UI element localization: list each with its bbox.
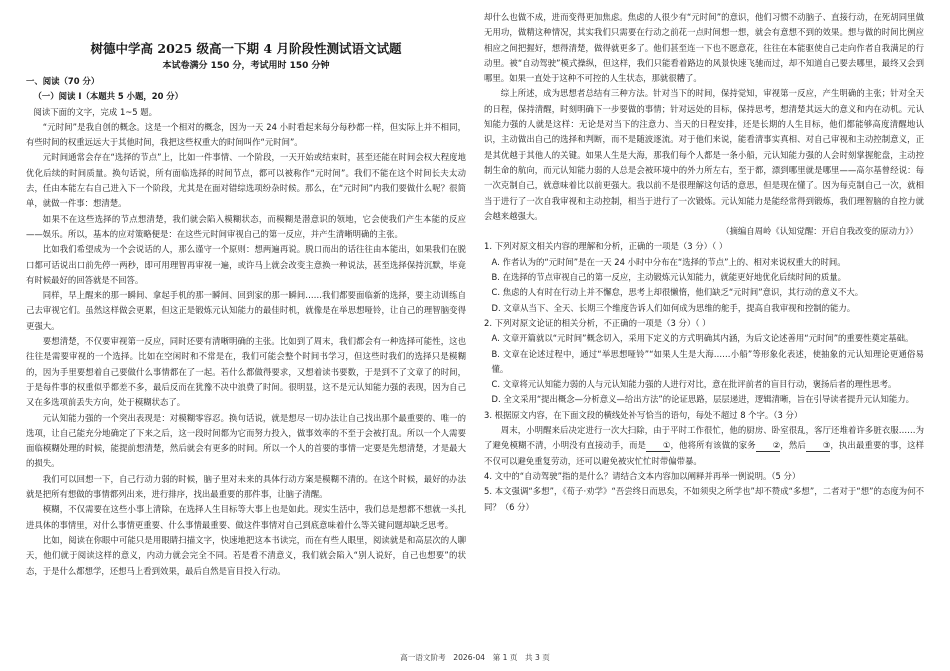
right-column [484,10,924,515]
question-1-option-a: A. 作者认为的“元时间”是在一天 24 小时中分布在“选择的节点”上的、相对来说权重大的时间。 [491,256,846,267]
article-paragraph: 模糊，不仅需要在这些小事上清除，在选择人生目标等大事上也是如此。现实生活中，我们总是想都不想就一头扎进具体的事情里，对什么事情更重要、什么事情最重要、做这件事情对自己到底意味着什么等关键问题却缺乏思考。 [26,504,466,530]
passage-text: ，他将所有该做的家务 [670,440,756,451]
exam-subtitle: 本试卷满分 150 分，考试用时 150 分钟 [162,61,330,71]
exam-title: 树德中学高 2025 级高一下期 4 月阶段性测试语文试题 [90,41,402,56]
reading-instruction: 阅读下面的文字，完成 1~5 题。 [33,106,158,117]
article-paragraph: 综上所述，成为思想者总结有三种方法。针对当下的时间，保持觉知，审视第一反应，产生明确的主张；针对全天的日程，保持清醒，时刻明确下一步要做的事情；针对远处的目标，保持思考，想清楚其远大的意义和内在动机。元认知能力强的人就是这样：无论是对当下的注意力、当天的日程安排，还是长期的人生目标，他们都能够高度清醒地认识，主动做出自己的选择和判断，而不是随波逐流。对于他们来说，能看清事实真相、对自己审视和主动控制意义，正是其优越于其他人的关键。如果人生是大海，那我们每个人都是一条小船，元认知能力强的人会时刻掌握舵盘，主动控制生命的航向，而元认知能力弱的人总是会被环境中的外力所左右，至于都，漂到哪里就是哪里——高尔基曾经说：每一次克制自己，就意味着比以前更强大。我以前不是很理解这句话的意思，但是现在懂了。因为每克制自己一次，就相当于进行了一次自我审视和主动控制，相当于进行了一次锻炼。元认知能力是能经常得到锻炼，我们理智脑的自控力就会越来越强大。 [484,88,924,221]
question-2-option-a: A. 文章开篇就以“元时间”概念切入，采用下定义的方式明确其内涵，为后文论述善用“元时间”的重要性奠定基础。 [491,333,914,344]
article-paragraph: 元认知能力强的一个突出表现是：对模糊零容忍。换句话说，就是想尽一切办法让自己找出那个最重要的、唯一的选项，让自己能充分地确定了下来之后，这一段时间都为它而努力投入，做事效率的不至于会被打乱。所以一个人需要面临模糊处理的时候，能提前想清楚，然后就会有更多的时间。所以一个人的首要的事情一定要是先想清楚，才是最大的损失。 [26,412,466,469]
question-3-passage [484,423,924,469]
question-1-option-b: B. 在选择的节点审视自己的第一反应，主动锻炼元认知能力，就能更好地优化后续时间的质量。 [491,272,846,283]
question-4-stem: 4. 文中的“自动驾驶”指的是什么？请结合文本内容加以阐释并再举一例说明。（5 分） [484,470,801,481]
question-3-stem: 3. 根据原文内容，在下面文段的横线处补写恰当的语句，每处不超过 8 个字。（3 分） [484,409,803,420]
passage-text: 周末，小明醒来后决定进行一次大扫除，由于平时工作很忙，他的厨房、卧室很乱，客厅还堆着许多脏衣服……为了避免模糊不清，小明没有直接动手，而是 [484,425,924,451]
article-paragraph: 我们可以回想一下，自己行动力弱的时候，脑子里对未来的具体行动方案是模糊不清的。在这个时候，最好的办法就是把所有想做的事情都列出来，进行排序，找出最重要的那件事，让脑子清醒。 [26,473,466,500]
article-paragraph: 比如，阅读在你眼中可能只是用眼睛扫描文字，快速地把这本书读完，而在有些人眼里，阅读就是和高层次的人聊天，他们就于阅读这样的意义，内动力就会完全不同。若是看不清意义，我们就会陷入“别人说好，自己也想要”的状态，于是什么都想学，还想马上看到效果，最后自然是盲目投入行动。 [26,534,466,576]
question-2-option-b: B. 文章在论述过程中，通过“举思想哑铃”“如果人生是大海……小船”等形象化表述，使抽象的元认知理论更通俗易懂。 [491,348,924,374]
article-paragraph: 如果不在这些选择的节点想清楚，我们就会陷入模糊状态，而模糊是潜意识的领地，它会使我们产生本能的反应——娱乐。所以，基本的应对策略便是：在这些元时间审视自己的第一反应，并产生清晰明确的主张。 [26,213,466,239]
answer-blank-2[interactable]: ② [756,440,780,452]
answer-blank-3[interactable]: ③ [806,440,830,452]
article-paragraph: 同样，早上醒来的那一瞬间、拿起手机的那一瞬间、回到家的那一瞬间……我们都要面临新的选择，要主动训练自己去审视它们。虽然这样做会更累，但这正是锻炼元认知能力的最佳时机，就像是在举思想哑铃，让自己的理智脑变得更强大。 [26,290,466,331]
section-heading: 一、阅读（70 分） [26,76,100,86]
article-source: （摘编自周岭《认知觉醒：开启自我改变的原动力》） [721,226,918,237]
question-1-option-c: C. 焦虑的人有时在行动上并不懈怠，思考上却很懒惰，他们缺乏“元时间”意识，其行动的意义不大。 [491,287,864,298]
article-paragraph: 元时间通常会存在“选择的节点”上，比如一件事情、一个阶段，一天开始或结束时，甚至还能在时间会权大程度地优化后续的时间质量。换句话说，所有面临选择的时间节点，都可以被称作“元时间”。我们不能在这个时间长夫太动去，任由本能左右自己进入下一个阶段，尤其是在面对错综选项纷杂时候。那么，在“元时间”内我们要做什么呢？很简单，就做一件事：想清楚。 [26,152,466,209]
subsection-heading: （一）阅读 I（本题共 5 小题，20 分） [33,91,184,102]
left-column [26,10,466,579]
answer-blank-1[interactable]: ① [646,440,670,452]
question-2-option-c: C. 文章将元认知能力弱的人与元认知能力强的人进行对比，意在批评前者的盲目行动，褒扬后者的理性思考。 [491,379,897,390]
question-2-option-d: D. 全文采用“提出概念—分析意义—给出方法”的论证思路，层层递进，逻辑清晰，旨在引导读者提升元认知能力。 [491,394,914,405]
passage-text: ，然后 [780,440,806,451]
article-paragraph: 比如我们希望成为一个会说话的人，那么谨守一个原则：想两遍再说。脱口而出的话往往由本能出，如果我们在脱口都可话说出口前先停一两秒，即可用理智再审视一遍，或许马上就会改变主意换一种说法，甚至选择保持沉默，毕竟有时候最好的回答就是不回答。 [26,244,466,285]
page-footer: 高一语文阶考 2026-04 第 1 页 共 3 页 [400,653,550,662]
passage-text: ，执出最重要的事，这样不仅可以避免重复劳动，还可以避免被灾忙忙时带偏带暴。 [484,440,925,466]
question-2-stem: 2. 下列对原文论证的相关分析，不正确的一项是（3 分）（ ） [484,317,711,328]
article-paragraph: 要想清楚，不仅要审视第一反应，同时还要有清晰明确的主张。比如到了周末，我们都会有一种选择可能性，这也往往是需要审视的一个选择。比如在空闲时和不常是在，我们可能会整个时间书学习，但这些时我们的选择只是模糊的，因为手里要想着自己要做什么事情都在了一起。若什么都做得要求，又想着读书要数，于是到不了文章了的时间，于是每件事的权重似乎都差不多，最后反而在犹豫不决中浪费了时间。很明显，这不是元认知能力强的表现，因为自己又在多选项前丢失方向，处于模糊状态了。 [26,336,466,408]
article-paragraph: “元时间”是我自创的概念。这是一个相对的概念，因为一天 24 小时看起来每分每秒都一样，但实际上并不相同，有些时间的权重远远大于其他时间，我把这些权重大的时间叫作“元时间”。 [26,121,466,148]
article-paragraph: 却什么也做不成，进而变得更加焦虑。焦虑的人很少有“元时间”的意识，他们习惯不动脑子、直接行动，在死胡同里做无用功，做精这种情况，其实我们只需要在行动之前花一点时间想一想，就会有意想不到的效果。想与做的时间比例应相应之间把握好，想得清楚，做得就更多了。他们甚至连一下也不愿意花，往往在本能驱使自己走向作者自我满足的行动里。被“自动驾驶”模式操纵，但这样，我们只能看着路边的风景快速飞驰而过，却不知道自己要去哪里，最终又会到哪里。如果一直处于这种不可控的人生状态，那就很糟了。 [484,12,924,84]
question-1-stem: 1. 下列对原文相关内容的理解和分析，正确的一项是（3 分）（ ） [484,241,728,252]
question-1-option-d: D. 文章从当下、全天、长期三个维度告诉人们如何成为思维的舵手，提高自我审视和控制的能力。 [491,302,856,313]
question-5-stem: 5. 本文强调“多想”，《荀子·劝学》“吾尝终日而思矣，不如须臾之所学也”却不赞成“多想”，二者对于“想”的态度为何不同？（6 分） [484,486,924,512]
